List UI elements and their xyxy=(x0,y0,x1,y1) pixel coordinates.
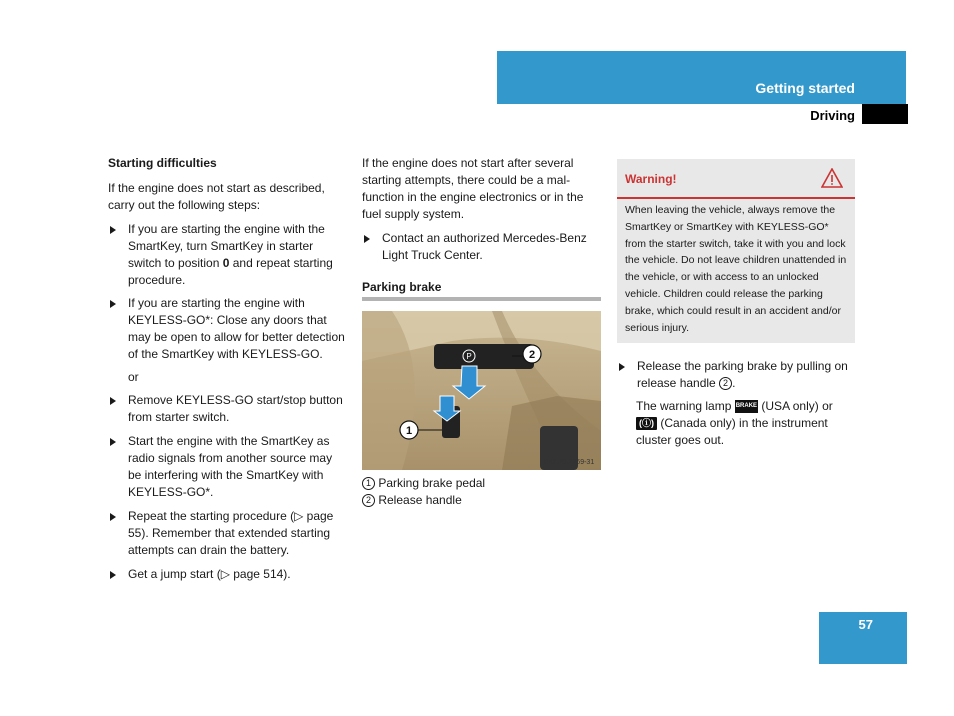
bullet-arrow-icon xyxy=(110,438,116,446)
bullet-arrow-icon xyxy=(364,235,370,243)
position-zero: 0 xyxy=(222,256,230,270)
callout-2-ref: 2 xyxy=(719,377,732,390)
list-item: If you are starting the engine with the SmartKey, turn SmartKey in starter switch to position 0 and repeat starting procedure. xyxy=(108,221,348,289)
list-item xyxy=(108,508,348,559)
parking-brake-heading: Parking brake xyxy=(362,280,442,294)
image-code: P42.20-2269-31 xyxy=(544,459,595,466)
warning-label: Warning! xyxy=(625,172,677,186)
legend-item-2: 2 Release handle xyxy=(362,492,602,509)
starting-difficulties-heading: Starting difficulties xyxy=(108,156,217,170)
bullet-arrow-icon xyxy=(110,571,116,579)
or-separator: or xyxy=(128,370,139,384)
page-514-reference[interactable]: Get a jump start (▷ page 514). xyxy=(128,567,291,581)
bullet-arrow-icon xyxy=(110,397,116,405)
figure-legend xyxy=(362,475,602,509)
parking-brake-illustration xyxy=(362,311,601,470)
section-tab-marker xyxy=(862,104,908,124)
bullet-arrow-icon xyxy=(110,226,116,234)
callout-1-label: 1 xyxy=(405,425,413,437)
warning-lamp-paragraph: The warning lamp BRAKE (USA only) or (ⓘ) (Canada only) in the instrument cluster goes out. xyxy=(636,399,833,447)
page-number: 57 xyxy=(858,617,873,632)
middle-column xyxy=(362,155,602,264)
right-column xyxy=(617,358,857,449)
brake-lamp-icon: BRAKE xyxy=(735,400,758,413)
warning-triangle-icon xyxy=(821,168,843,188)
heading-rule xyxy=(362,297,601,301)
list-item: If you are starting the engine with KEYLESS-GO*: Close any doors that may be open to allow for better detection of the SmartKey with KEYLESS-GO. xyxy=(108,295,348,363)
list-item: Remove KEYLESS-GO start/stop button from starter switch. xyxy=(108,392,348,426)
legend-item-1: 1 Parking brake pedal xyxy=(362,475,602,492)
section-title: Getting started xyxy=(755,80,855,96)
warning-text: When leaving the vehicle, always remove the SmartKey or SmartKey with KEYLESS-GO* from the starter switch, take it with you and lock the vehicle. Do not leave children unattended in the vehicle, or with access to an unlocked vehicle. Children could release the parking brake, which could result in an accident and/or serious injury. xyxy=(625,204,847,334)
subsection-title: Driving xyxy=(810,108,855,123)
bullet-arrow-icon xyxy=(110,300,116,308)
list-item: Start the engine with the SmartKey as radio signals from another source may be interfering with the SmartKey with KEYLESS-GO*. xyxy=(108,433,348,501)
page-55-reference[interactable]: Repeat the starting procedure (▷ page 55). Remember that extended starting attempts can drain the battery. xyxy=(128,509,334,557)
bullet-arrow-icon xyxy=(619,363,625,371)
warning-header xyxy=(617,159,855,199)
park-symbol-label: P xyxy=(466,352,472,361)
list-item: Release the parking brake by pulling on release handle 2 . xyxy=(617,358,857,392)
bullet-arrow-icon xyxy=(110,513,116,521)
left-column xyxy=(108,155,348,583)
canada-brake-lamp-icon: (ⓘ) xyxy=(636,417,657,430)
header-bar xyxy=(497,51,906,104)
intro-paragraph: If the engine does not start as described, carry out the following steps: xyxy=(108,181,325,212)
list-item xyxy=(108,566,348,583)
callout-2-label: 2 xyxy=(528,349,536,361)
list-item: Contact an authorized Mercedes-Benz Light Truck Center. xyxy=(362,230,602,264)
warning-box xyxy=(617,159,855,343)
malfunction-paragraph: If the engine does not start after several starting attempts, there could be a mal-function in the engine electronics or in the fuel supply system. xyxy=(362,156,584,221)
